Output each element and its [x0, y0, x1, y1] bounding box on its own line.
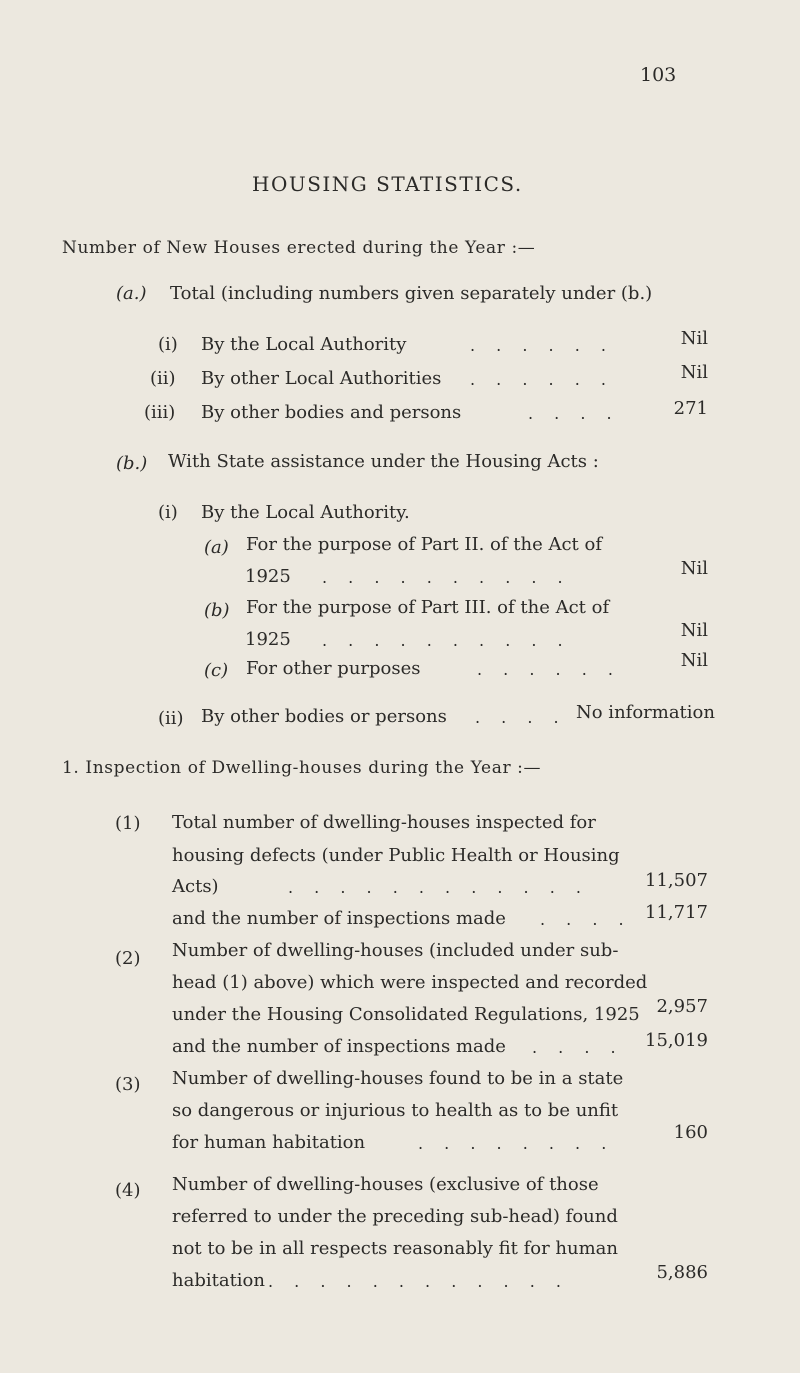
leader-dots: . . . . . . [470, 336, 614, 355]
leader-dots: . . . . . . [477, 660, 621, 679]
item-line: Number of dwelling-houses (exclusive of those [172, 1174, 599, 1195]
row-label: By other bodies and persons [201, 402, 462, 423]
item-line: and the number of inspections made [172, 1036, 506, 1057]
row-value: Nil [680, 650, 708, 671]
item-line: referred to under the preceding sub-head) found [172, 1206, 618, 1227]
row-label: By other bodies or persons [201, 706, 447, 727]
sub-marker: (b) [204, 600, 230, 621]
section-heading-inspection: 1. Inspection of Dwelling-houses during the Year :— [62, 758, 542, 778]
item-line: and the number of inspections made [172, 908, 506, 929]
item-value: 11,507 [645, 870, 708, 891]
sub-marker: (c) [204, 660, 229, 681]
sub-year: 1925 [245, 566, 291, 587]
item-line: head (1) above) which were inspected and recorded [172, 972, 648, 993]
page-title: HOUSING STATISTICS. [252, 172, 523, 196]
leader-dots: . . . . [540, 910, 632, 929]
row-value: Nil [680, 558, 708, 579]
item-line: Acts) [172, 876, 219, 897]
item-marker: (b.) [116, 453, 148, 474]
leader-dots: . . . . [475, 708, 567, 727]
item-marker: (1) [115, 813, 141, 834]
sub-year: 1925 [245, 629, 291, 650]
item-text: With State assistance under the Housing Acts : [168, 451, 599, 472]
item-line: habitation [172, 1270, 265, 1291]
leader-dots: . . . . . . [470, 370, 614, 389]
section-heading-new-houses: Number of New Houses erected during the Year :— [62, 238, 536, 258]
row-label: By other Local Authorities [201, 368, 442, 389]
sub-marker: (a) [204, 537, 229, 558]
leader-dots: . . . . [532, 1038, 624, 1057]
item-value: 5,886 [656, 1262, 708, 1283]
item-line: Total number of dwelling-houses inspected for [172, 812, 596, 833]
leader-dots: . . . . . . . . [418, 1134, 615, 1153]
row-value: Nil [680, 328, 708, 349]
row-marker: (iii) [144, 402, 176, 423]
row-marker: (ii) [150, 368, 176, 389]
item-marker: (a.) [116, 283, 147, 304]
item-line: Number of dwelling-houses (included under sub- [172, 940, 619, 961]
item-line: under the Housing Consolidated Regulations, 1925 [172, 1004, 640, 1025]
row-value: Nil [680, 620, 708, 641]
item-value: 160 [673, 1122, 708, 1143]
row-label: By the Local Authority. [201, 502, 410, 523]
item-line: housing defects (under Public Health or Housing [172, 845, 620, 866]
sub-text: For the purpose of Part III. of the Act of [246, 597, 610, 618]
sub-text: For other purposes [246, 658, 421, 679]
leader-dots: . . . . . . . . . . . . [288, 878, 589, 897]
item-line: Number of dwelling-houses found to be in a state [172, 1068, 624, 1089]
item-value: 2,957 [656, 996, 708, 1017]
item-marker: (2) [115, 948, 141, 969]
item-marker: (4) [115, 1180, 141, 1201]
row-marker: (i) [158, 502, 178, 523]
sub-text: For the purpose of Part II. of the Act of [246, 534, 602, 555]
page-number: 103 [640, 64, 677, 86]
row-value: 271 [673, 398, 708, 419]
leader-dots: . . . . [528, 404, 620, 423]
leader-dots: . . . . . . . . . . [322, 568, 571, 587]
row-value: Nil [680, 362, 708, 383]
item-text: Total (including numbers given separately under (b.) [170, 283, 653, 304]
row-value: No information [576, 702, 715, 723]
row-marker: (ii) [158, 708, 184, 729]
item-value: 15,019 [645, 1030, 708, 1051]
item-value: 11,717 [645, 902, 708, 923]
row-marker: (i) [158, 334, 178, 355]
item-line: not to be in all respects reasonably fit for human [172, 1238, 618, 1259]
item-marker: (3) [115, 1074, 141, 1095]
item-line: so dangerous or injurious to health as to be unfit [172, 1100, 619, 1121]
row-label: By the Local Authority [201, 334, 407, 355]
leader-dots: . . . . . . . . . . [322, 631, 571, 650]
item-line: for human habitation [172, 1132, 366, 1153]
leader-dots: . . . . . . . . . . . . [268, 1272, 569, 1291]
